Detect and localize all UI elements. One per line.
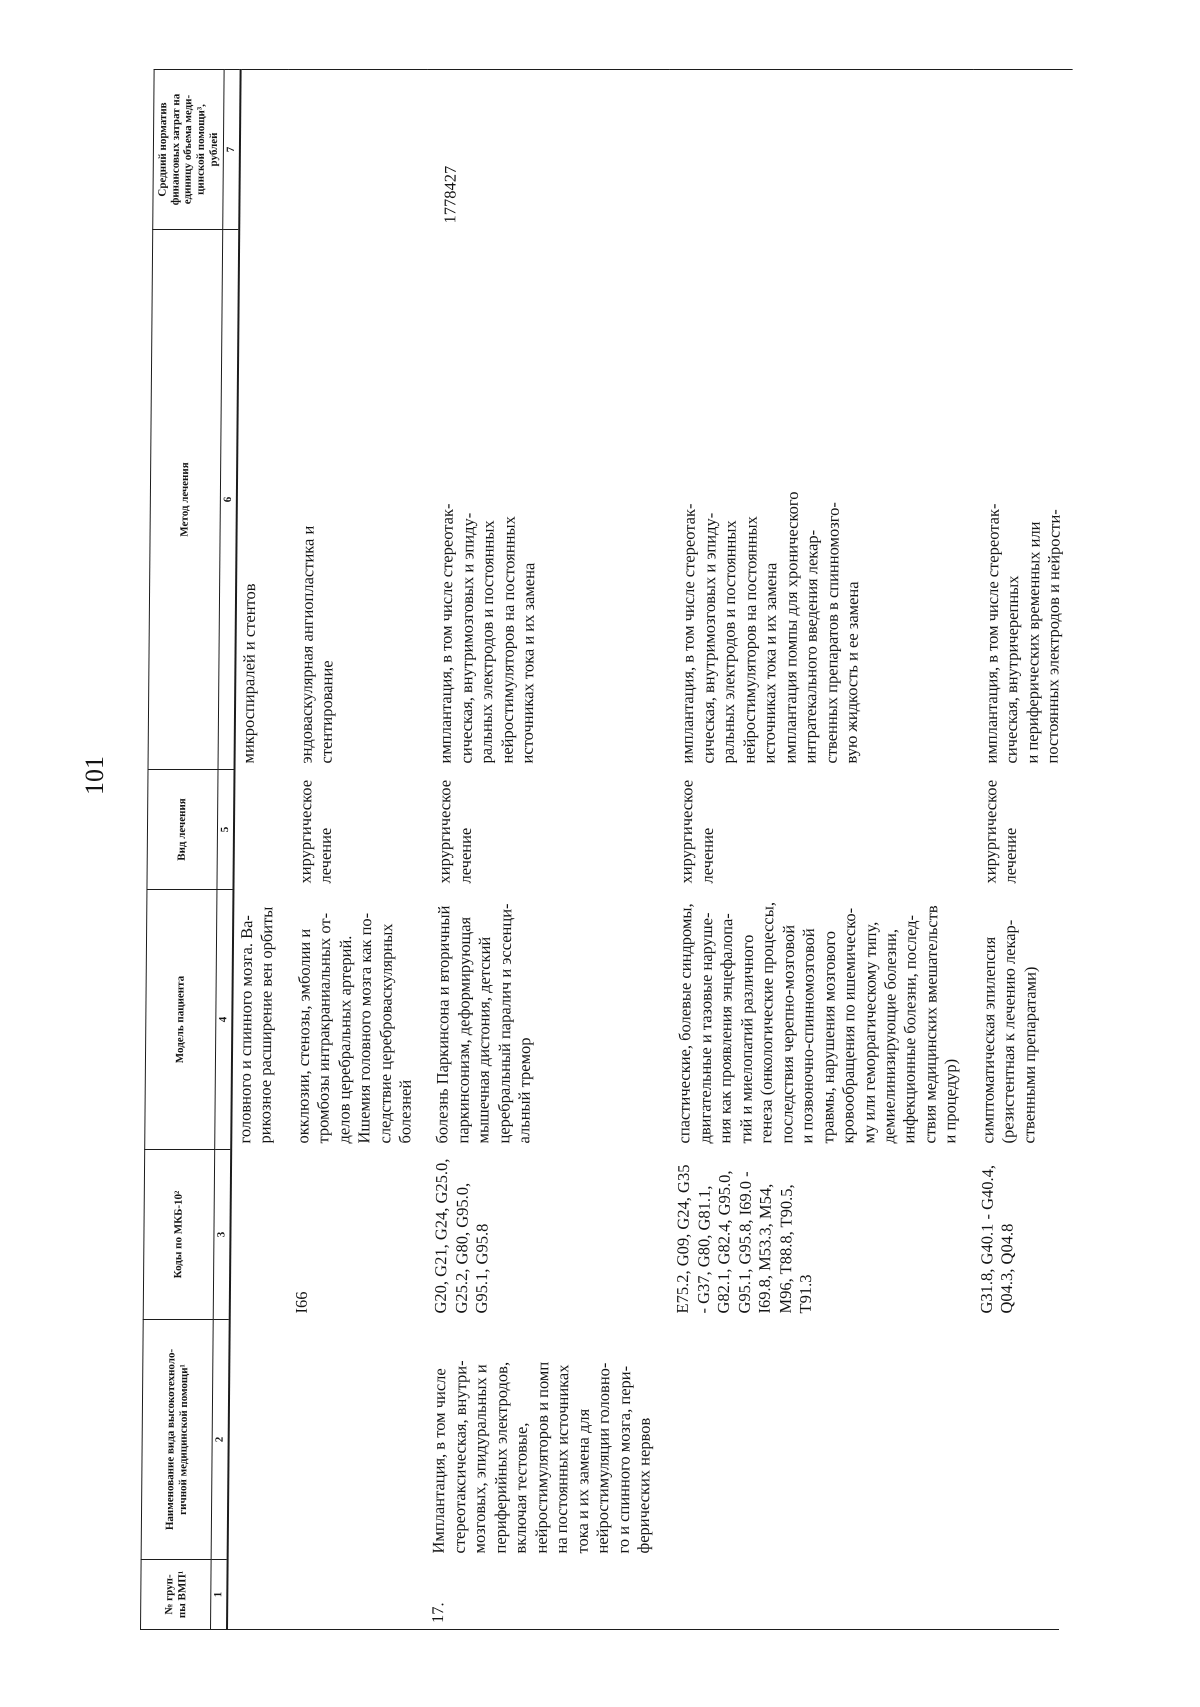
treatment-method-cell: эндоваскулярная ангиопластика и стентирование <box>296 525 337 764</box>
vmp-table <box>140 69 1072 1630</box>
vmp-name-cell <box>227 1320 277 1560</box>
table-row <box>414 70 670 1630</box>
treatment-method-cell: имплантация, в том числе стереотак- сическая, внутримозговых и эпиду- ральных электродов и постоянных нейростимуляторов на постоянных источниках тока и их замена <box>436 503 539 764</box>
table-row <box>275 70 428 1630</box>
patient-model-cell: головного и спинного мозга. Ва- рикозное расширение вен орбиты <box>235 906 277 1144</box>
icd-codes-cell: G31.8, G40.1 - G40.4, Q04.3, Q04.8 <box>976 1165 1017 1314</box>
header-row <box>141 70 225 1630</box>
treatment-method-cell: имплантация, в том числе стереотак- сическая, внутричерепных и периферических временных или постоянных электродов и нейрости- <box>981 503 1064 764</box>
column-number: 1 <box>211 1560 228 1630</box>
group-number-cell <box>275 1560 415 1630</box>
treatment-type-cell: хирургическое лечение <box>980 779 1021 884</box>
column-number: 7 <box>223 70 241 230</box>
treatment-type-cell: хирургическое лечение <box>295 779 336 884</box>
cost-cell <box>239 70 288 230</box>
treatment-method-cell: имплантация, в том числе стереотак- сическая, внутримозговых и эпиду- ральных электродов и постоянных нейростимуляторов на постоянных источниках тока и их замена имплантация помпы для хронического интратекального введения лекар- ственных препаратов в спинномозго- вую жидкость и ее замена <box>678 491 863 764</box>
cost-cell <box>972 70 1072 230</box>
treatment-type-cell: хирургическое лечение <box>434 779 475 884</box>
table-row <box>656 70 973 1630</box>
header-treatment-type: Вид лечения <box>147 770 218 890</box>
cost-cell: 1778427 <box>427 70 670 230</box>
treatment-type-cell: хирургическое лечение <box>676 779 717 884</box>
group-number-cell <box>227 1560 276 1630</box>
group-number-cell: 17. <box>414 1560 657 1630</box>
cost-cell <box>669 70 974 230</box>
group-number-cell <box>960 1560 1059 1630</box>
header-treatment-method: Метод лечения <box>148 230 223 770</box>
column-number: 3 <box>213 1150 231 1320</box>
column-number: 2 <box>211 1320 229 1560</box>
header-group-number: № груп- пы ВМП¹ <box>141 1560 212 1630</box>
treatment-type-cell <box>233 770 282 890</box>
treatment-method-cell: микроспиралей и стентов <box>238 583 259 764</box>
header-icd-codes: Коды по МКБ-10² <box>143 1150 215 1320</box>
vmp-name-cell <box>960 1320 1061 1560</box>
cost-cell <box>287 70 428 230</box>
column-number: 5 <box>217 770 234 890</box>
patient-model-cell: спастические, болевые синдромы, двигательные и тазовые наруше- ния как проявления энцефалопа- тий и миелопатий различного генеза (онкологические процессы, последствия черепно-мозговой и позвоночно-спинномозговой травмы, нарушения мозгового кровообращения по ишемическо- му или геморрагическому типу, демиелинизирующие болезни, инфекционные болезни, послед- ствия медицинских вмешательств и процедур) <box>674 902 961 1144</box>
icd-codes-cell: G20, G21, G24, G25.0, G25.2, G80, G95.0, G95.1, G95.8 <box>431 1158 492 1314</box>
icd-codes-cell: I66 <box>291 1291 311 1314</box>
group-number-cell <box>656 1560 960 1630</box>
header-patient-model: Модель пациента <box>145 890 217 1150</box>
vmp-name-cell: Имплантация, в том числе стереотаксическая, внутри- мозговых, эпидуральных и периферийных электродов, включая тестовые, нейростимуляторов и помп на постоянных источниках тока и их замена для нейростимуляции головно- го и спинного мозга, пери- ферических нервов <box>429 1360 654 1554</box>
rotated-table-container <box>140 70 1200 1630</box>
patient-model-cell: болезнь Паркинсона и вторичный паркинсонизм, деформирующая мышечная дистония, детский церебральный паралич и эссенци- альный тремор <box>432 903 535 1144</box>
header-cost-standard: Средний норматив финансовых затрат на единицу объема меди- цинской помощи³, рублей <box>153 70 225 230</box>
header-vmp-name: Наименование вида высокотехноло- гичной медицинской помощи¹ <box>141 1320 213 1560</box>
icd-codes-cell <box>230 1150 279 1320</box>
icd-codes-cell: E75.2, G09, G24, G35 - G37, G80, G81.1, G82.1, G82.4, G95.0, G95.1, G95.8, I69.0 - I69.8, M53.3, M54, M96, T88.8, T90.5, T91.3 <box>673 1164 816 1314</box>
patient-model-cell: окклюзии, стенозы, эмболии и тромбозы интракраниальных от- делов церебральных артерий. Ишемия головного мозга как по- следствие цереброваскулярных болезней <box>292 912 415 1144</box>
vmp-name-cell <box>275 1320 417 1560</box>
page-number: 101 <box>80 756 109 795</box>
table-row <box>960 70 1072 1630</box>
column-number: 6 <box>218 230 239 770</box>
vmp-name-cell <box>657 1320 962 1560</box>
patient-model-cell: симптоматическая эпилепсия (резистентная к лечению лекар- ственными препаратами) <box>978 919 1040 1144</box>
column-number: 4 <box>215 890 233 1150</box>
